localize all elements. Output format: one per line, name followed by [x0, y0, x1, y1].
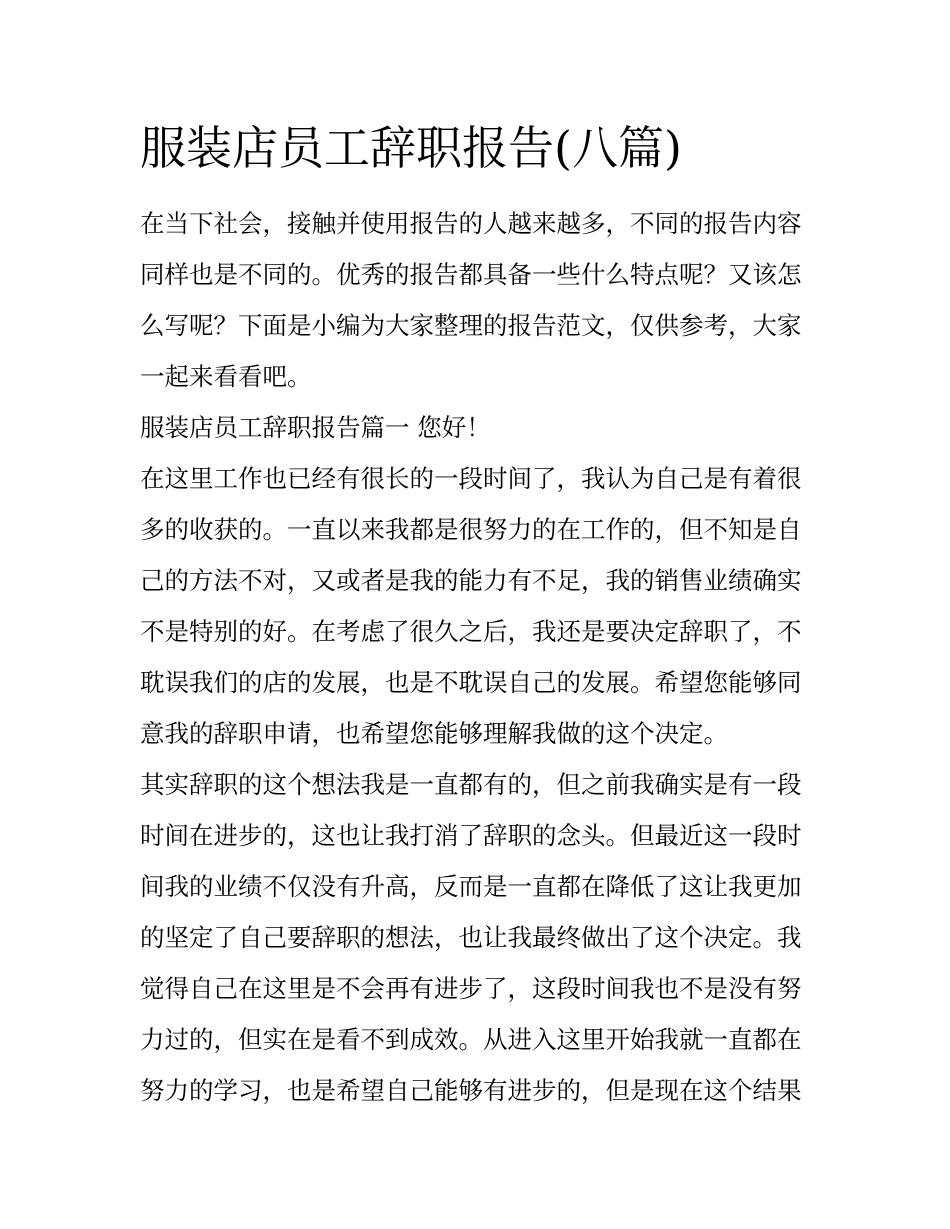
text-line: 己的方法不对，又或者是我的能力有不足，我的销售业绩确实 [140, 566, 802, 595]
document-body [140, 198, 820, 1116]
text-line: 耽误我们的店的发展，也是不耽误自己的发展。希望您能够同 [140, 668, 802, 697]
text-line: 时间在进步的，这也让我打消了辞职的念头。但最近这一段时 [140, 821, 802, 850]
text-line: 的坚定了自己要辞职的想法，也让我最终做出了这个决定。我 [140, 923, 802, 952]
text-line: 同样也是不同的。优秀的报告都具备一些什么特点呢？又该怎 [140, 260, 802, 289]
section-heading: 服装店员工辞职报告篇一 您好！ [140, 413, 491, 442]
text-line: 努力的学习，也是希望自己能够有进步的，但是现在这个结果 [140, 1076, 802, 1105]
text-line: 在这里工作也已经有很长的一段时间了，我认为自己是有着很 [140, 464, 802, 493]
text-line: 么写呢？下面是小编为大家整理的报告范文，仅供参考，大家 [140, 311, 802, 340]
text-line: 觉得自己在这里是不会再有进步了，这段时间我也不是没有努 [140, 974, 802, 1003]
text-line: 不是特别的好。在考虑了很久之后，我还是要决定辞职了，不 [140, 617, 802, 646]
text-line: 意我的辞职申请，也希望您能够理解我做的这个决定。 [140, 719, 728, 748]
text-line: 间我的业绩不仅没有升高，反而是一直都在降低了这让我更加 [140, 872, 802, 901]
document-title: 服装店员工辞职报告(八篇) [140, 121, 682, 175]
text-line: 多的收获的。一直以来我都是很努力的在工作的，但不知是自 [140, 515, 802, 544]
text-line: 一起来看看吧。 [140, 362, 312, 391]
text-line: 在当下社会，接触并使用报告的人越来越多，不同的报告内容 [140, 209, 802, 238]
text-line: 力过的，但实在是看不到成效。从进入这里开始我就一直都在 [140, 1025, 802, 1054]
text-line: 其实辞职的这个想法我是一直都有的，但之前我确实是有一段 [140, 770, 802, 799]
